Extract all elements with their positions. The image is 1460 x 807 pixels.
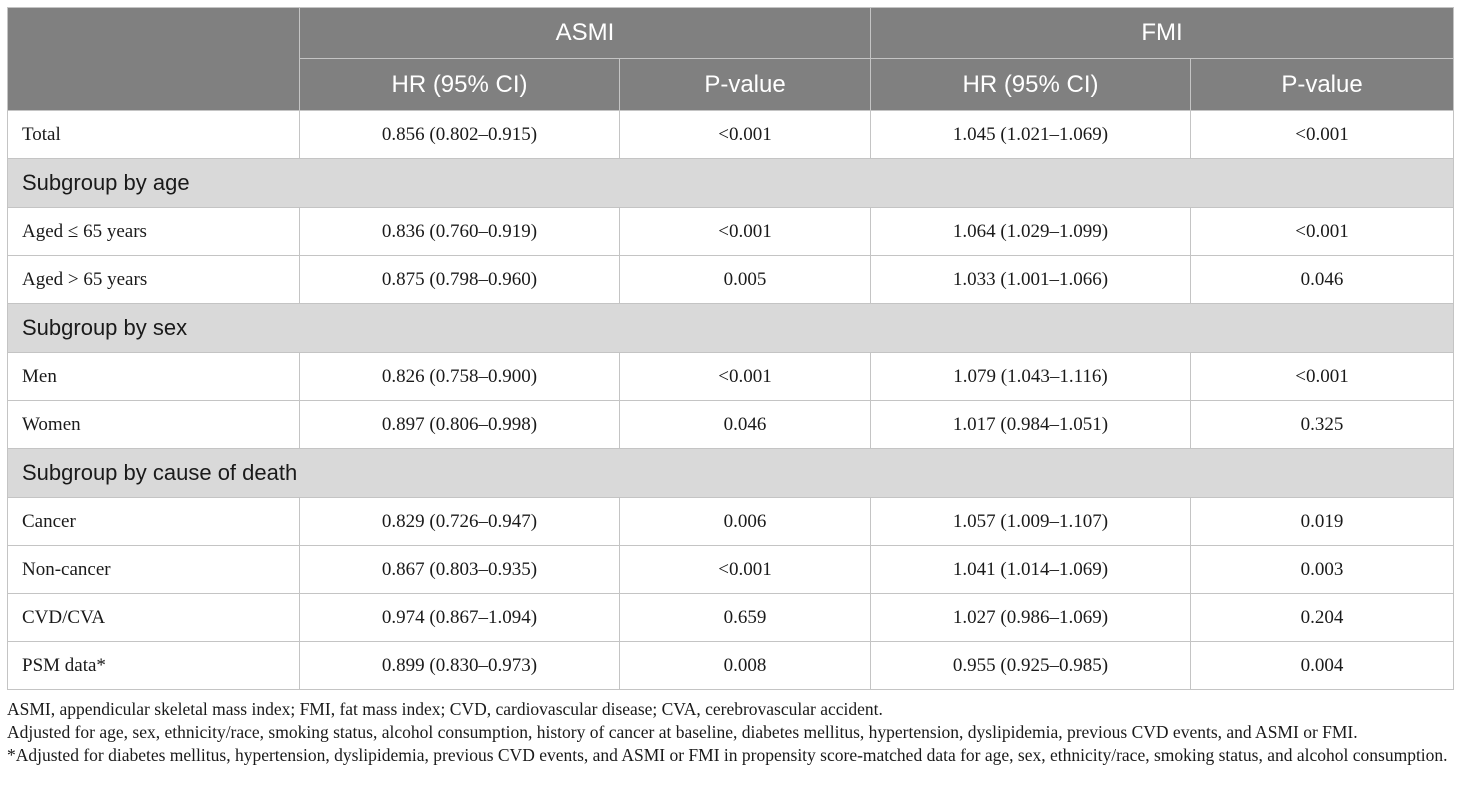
fmi-hr-cell: 1.057 (1.009–1.107) [871, 498, 1191, 546]
row-label: Cancer [8, 498, 300, 546]
fmi-p-cell: <0.001 [1191, 111, 1454, 159]
fmi-p-cell: 0.325 [1191, 401, 1454, 449]
table-row-women [8, 401, 1454, 449]
subgroup-header-cause [8, 449, 1454, 498]
row-label: Total [8, 111, 300, 159]
table-footnotes [7, 698, 1453, 767]
footnote-adjusted: Adjusted for age, sex, ethnicity/race, smoking status, alcohol consumption, history of cancer at baseline, diabetes mellitus, hypertension, dyslipidemia, previous CVD events, and ASMI or FMI. [7, 722, 1358, 742]
asmi-hr-cell: 0.856 (0.802–0.915) [300, 111, 620, 159]
fmi-hr-cell: 0.955 (0.925–0.985) [871, 642, 1191, 690]
table-row-age-le65 [8, 208, 1454, 256]
asmi-p-cell: 0.008 [620, 642, 871, 690]
fmi-hr-cell: 1.033 (1.001–1.066) [871, 256, 1191, 304]
header-group-fmi: FMI [871, 8, 1454, 59]
row-label: PSM data* [8, 642, 300, 690]
header-empty-cell [8, 8, 300, 111]
header-fmi-p: P-value [1191, 59, 1454, 111]
fmi-hr-cell: 1.079 (1.043–1.116) [871, 353, 1191, 401]
asmi-hr-cell: 0.974 (0.867–1.094) [300, 594, 620, 642]
fmi-hr-cell: 1.045 (1.021–1.069) [871, 111, 1191, 159]
footnote-psm: *Adjusted for diabetes mellitus, hypertension, dyslipidemia, previous CVD events, and ASMI or FMI in propensity score-matched data for age, sex, ethnicity/race, smoking status, and alcohol consumption. [7, 745, 1448, 765]
fmi-hr-cell: 1.041 (1.014–1.069) [871, 546, 1191, 594]
asmi-p-cell: <0.001 [620, 353, 871, 401]
table-row-cvd-cva [8, 594, 1454, 642]
row-label: Men [8, 353, 300, 401]
asmi-p-cell: 0.046 [620, 401, 871, 449]
row-label: Aged ≤ 65 years [8, 208, 300, 256]
subgroup-label: Subgroup by cause of death [8, 449, 1454, 498]
subgroup-header-age [8, 159, 1454, 208]
fmi-hr-cell: 1.027 (0.986–1.069) [871, 594, 1191, 642]
asmi-p-cell: <0.001 [620, 546, 871, 594]
fmi-p-cell: 0.019 [1191, 498, 1454, 546]
fmi-p-cell: <0.001 [1191, 353, 1454, 401]
asmi-hr-cell: 0.829 (0.726–0.947) [300, 498, 620, 546]
fmi-p-cell: 0.204 [1191, 594, 1454, 642]
asmi-p-cell: 0.659 [620, 594, 871, 642]
row-label: Women [8, 401, 300, 449]
header-row-groups [8, 8, 1454, 59]
header-asmi-p: P-value [620, 59, 871, 111]
subgroup-label: Subgroup by age [8, 159, 1454, 208]
table-row-age-gt65 [8, 256, 1454, 304]
table-header [8, 8, 1454, 111]
header-asmi-hr: HR (95% CI) [300, 59, 620, 111]
header-fmi-hr: HR (95% CI) [871, 59, 1191, 111]
fmi-p-cell: 0.004 [1191, 642, 1454, 690]
footnote-abbreviations: ASMI, appendicular skeletal mass index; FMI, fat mass index; CVD, cardiovascular disease; CVA, cerebrovascular accident. [7, 699, 883, 719]
subgroup-label: Subgroup by sex [8, 304, 1454, 353]
hazard-ratio-table [7, 7, 1454, 690]
fmi-p-cell: 0.003 [1191, 546, 1454, 594]
subgroup-header-sex [8, 304, 1454, 353]
table-body [8, 111, 1454, 690]
asmi-hr-cell: 0.836 (0.760–0.919) [300, 208, 620, 256]
fmi-p-cell: <0.001 [1191, 208, 1454, 256]
table-row-men [8, 353, 1454, 401]
fmi-hr-cell: 1.064 (1.029–1.099) [871, 208, 1191, 256]
header-group-asmi: ASMI [300, 8, 871, 59]
table-container [7, 7, 1453, 767]
asmi-p-cell: <0.001 [620, 208, 871, 256]
table-row-total [8, 111, 1454, 159]
asmi-p-cell: 0.006 [620, 498, 871, 546]
row-label: Non-cancer [8, 546, 300, 594]
asmi-p-cell: 0.005 [620, 256, 871, 304]
table-row-noncancer [8, 546, 1454, 594]
asmi-hr-cell: 0.899 (0.830–0.973) [300, 642, 620, 690]
fmi-p-cell: 0.046 [1191, 256, 1454, 304]
table-row-psm [8, 642, 1454, 690]
asmi-hr-cell: 0.826 (0.758–0.900) [300, 353, 620, 401]
fmi-hr-cell: 1.017 (0.984–1.051) [871, 401, 1191, 449]
row-label: CVD/CVA [8, 594, 300, 642]
asmi-hr-cell: 0.867 (0.803–0.935) [300, 546, 620, 594]
row-label: Aged > 65 years [8, 256, 300, 304]
asmi-p-cell: <0.001 [620, 111, 871, 159]
asmi-hr-cell: 0.897 (0.806–0.998) [300, 401, 620, 449]
asmi-hr-cell: 0.875 (0.798–0.960) [300, 256, 620, 304]
table-row-cancer [8, 498, 1454, 546]
